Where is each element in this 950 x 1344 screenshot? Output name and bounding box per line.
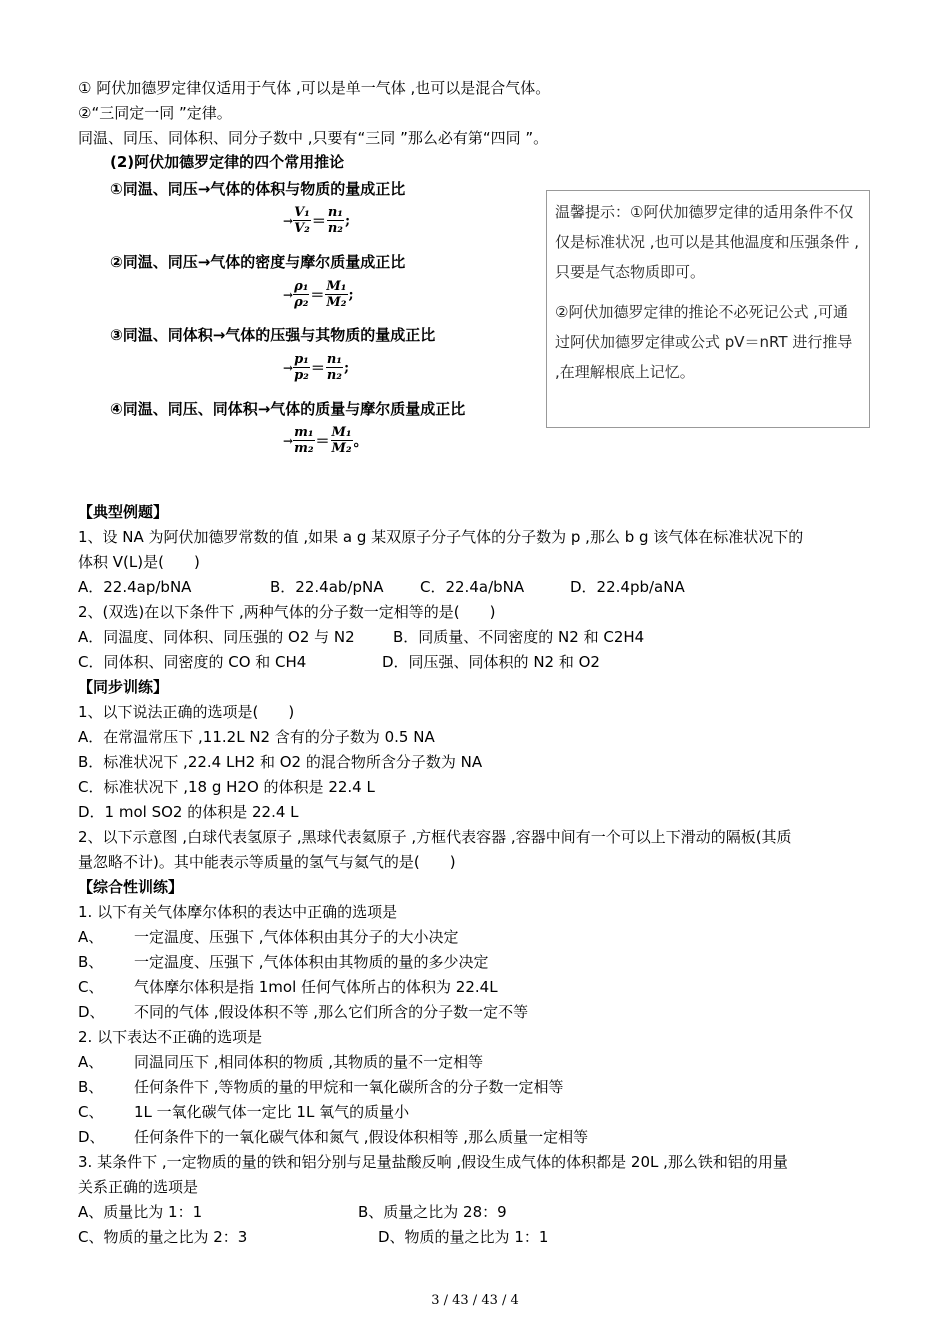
comp-heading: 【综合性训练】 — [78, 878, 184, 896]
example-1-text: 1、设 NA 为阿伏加德罗常数的值 ,如果 a g 某双原子分子气体的分子数为 p ,那么 b g 该气体在标准状况下的 — [78, 528, 804, 546]
intro-line-1: ① 阿伏加德罗定律仅适用于气体 ,可以是单一气体 ,也可以是混合气体。 — [78, 79, 551, 97]
sync-heading: 【同步训练】 — [78, 678, 169, 696]
formula-4: → $\frac{\text{m₁}}{\text{m₂}}$ ＝ $\frac{\text{M₁}}{\text{M₂}}$ 。 — [283, 425, 368, 456]
sync-1-option-a: A．在常温常压下 ,11.2L N2 含有的分子数为 0.5 NA — [78, 728, 435, 746]
sync-1-text: 1、以下说法正确的选项是( ) — [78, 703, 295, 721]
comp-2-option-a: 同温同压下 ,相同体积的物质 ,其物质的量不一定相等 — [134, 1053, 484, 1071]
comp-2-option-d: 任何条件下的一氧化碳气体和氮气 ,假设体积相等 ,那么质量一定相等 — [134, 1128, 589, 1146]
comp-2-option-b-label: B、 — [78, 1078, 104, 1096]
comp-3-text: 3. 某条件下 ,一定物质的量的铁和铝分别与足量盐酸反响 ,假设生成气体的体积都是 20L ,那么铁和铝的用量 — [78, 1153, 788, 1171]
comp-1-option-d: 不同的气体 ,假设体积不等 ,那么它们所含的分子数一定不等 — [134, 1003, 529, 1021]
sync-2-text: 2、以下示意图 ,白球代表氢原子 ,黑球代表氦原子 ,方框代表容器 ,容器中间有一个可以上下滑动的隔板(其质 — [78, 828, 792, 846]
comp-1-option-b: 一定温度、压强下 ,气体体积由其物质的量的多少决定 — [134, 953, 489, 971]
examples-heading: 【典型例题】 — [78, 503, 169, 521]
comp-3-option-b: B、质量之比为 28：9 — [358, 1203, 507, 1221]
comp-1-option-b-label: B、 — [78, 953, 104, 971]
rule-1: ①同温、同压→气体的体积与物质的量成正比 — [110, 180, 406, 198]
rule-4: ④同温、同压、同体积→气体的质量与摩尔质量成正比 — [110, 400, 466, 418]
comp-1-option-a-label: A、 — [78, 928, 104, 946]
tip-paragraph-1: 温馨提示：①阿伏加德罗定律的适用条件不仅仅是标准状况 ,也可以是其他温度和压强条件 ,只要是气态物质即可。 — [555, 203, 860, 281]
example-2-option-a: A．同温度、同体积、同压强的 O2 与 N2 — [78, 628, 355, 646]
comp-2-option-d-label: D、 — [78, 1128, 105, 1146]
formula-2: → $\frac{\text{ρ₁}}{\text{ρ₂}}$ ＝ $\frac{\text{M₁}}{\text{M₂}}$ ; — [283, 279, 354, 310]
comp-1-text: 1. 以下有关气体摩尔体积的表达中正确的选项是 — [78, 903, 398, 921]
sync-1-option-b: B．标准状况下 ,22.4 LH2 和 O2 的混合物所含分子数为 NA — [78, 753, 483, 771]
example-1-option-d: D．22.4pb/aNA — [570, 578, 685, 596]
example-2-option-c: C．同体积、同密度的 CO 和 CH4 — [78, 653, 307, 671]
comp-3-text-cont: 关系正确的选项是 — [78, 1178, 199, 1196]
comp-2-text: 2. 以下表达不正确的选项是 — [78, 1028, 263, 1046]
example-1-option-a: A．22.4ap/bNA — [78, 578, 192, 596]
intro-line-2: ②“三同定一同 ”定律。 — [78, 104, 232, 122]
example-2-option-d: D．同压强、同体积的 N2 和 O2 — [382, 653, 600, 671]
rule-2: ②同温、同压→气体的密度与摩尔质量成正比 — [110, 253, 406, 271]
page-number: 3 / 43 / 43 / 4 — [431, 1293, 519, 1308]
comp-3-option-d: D、物质的量之比为 1：1 — [378, 1228, 549, 1246]
sync-2-text-cont: 量忽略不计)。其中能表示等质量的氢气与氦气的是( ) — [78, 853, 456, 871]
comp-1-option-c-label: C、 — [78, 978, 104, 996]
comp-2-option-a-label: A、 — [78, 1053, 104, 1071]
sync-1-option-c: C．标准状况下 ,18 g H2O 的体积是 22.4 L — [78, 778, 375, 796]
example-2-option-b: B．同质量、不同密度的 N2 和 C2H4 — [393, 628, 645, 646]
tip-paragraph-2: ②阿伏加德罗定律的推论不必死记公式 ,可通过阿伏加德罗定律或公式 pV＝nRT 进行推导 ,在理解根底上记忆。 — [555, 303, 853, 381]
comp-1-option-d-label: D、 — [78, 1003, 105, 1021]
comp-1-option-c: 气体摩尔体积是指 1mol 任何气体所占的体积为 22.4L — [134, 978, 498, 996]
comp-3-option-c: C、物质的量之比为 2：3 — [78, 1228, 248, 1246]
formula-3: → $\frac{\text{p₁}}{\text{p₂}}$ ＝ $\frac{\text{n₁}}{\text{n₂}}$ ; — [283, 352, 350, 383]
comp-3-option-a: A、质量比为 1：1 — [78, 1203, 203, 1221]
example-2-text: 2、(双选)在以下条件下 ,两种气体的分子数一定相等的是( ) — [78, 603, 496, 621]
comp-2-option-b: 任何条件下 ,等物质的量的甲烷和一氧化碳所含的分子数一定相等 — [134, 1078, 564, 1096]
intro-line-3: 同温、同压、同体积、同分子数中 ,只要有“三同 ”那么必有第“四同 ”。 — [78, 129, 549, 147]
example-1-text-cont: 体积 V(L)是( ) — [78, 553, 200, 571]
rule-3: ③同温、同体积→气体的压强与其物质的量成正比 — [110, 326, 436, 344]
sync-1-option-d: D．1 mol SO2 的体积是 22.4 L — [78, 803, 299, 821]
section-title: (2)阿伏加德罗定律的四个常用推论 — [110, 153, 345, 171]
comp-1-option-a: 一定温度、压强下 ,气体体积由其分子的大小决定 — [134, 928, 459, 946]
comp-2-option-c: 1L 一氧化碳气体一定比 1L 氧气的质量小 — [134, 1103, 410, 1121]
example-1-option-c: C．22.4a/bNA — [420, 578, 525, 596]
formula-1: → $\frac{\text{V₁}}{\text{V₂}}$ ＝ $\frac{\text{n₁}}{\text{n₂}}$ ; — [283, 205, 351, 236]
example-1-option-b: B．22.4ab/pNA — [270, 578, 384, 596]
tip-box — [546, 190, 870, 428]
comp-2-option-c-label: C、 — [78, 1103, 104, 1121]
